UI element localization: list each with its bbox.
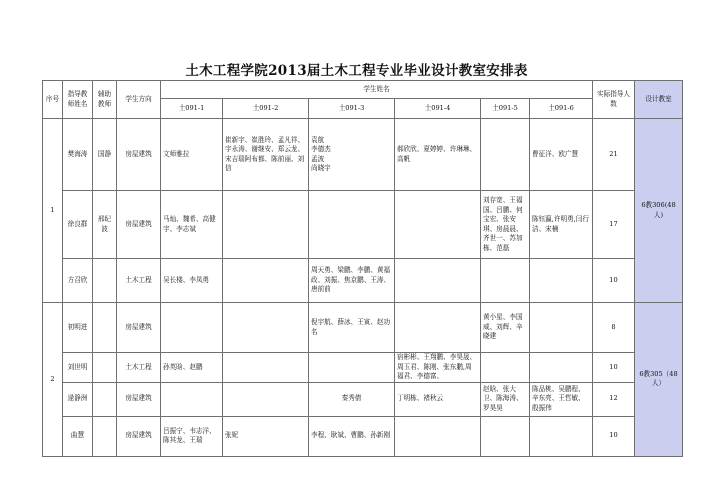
- student-cell: 马灿、魏希、高健宇、李志斌: [161, 191, 223, 259]
- table-row: [43, 303, 683, 353]
- student-cell: 吴长楼、李凤勇: [161, 259, 223, 303]
- student-cell: 吕振宁、韦志洋、陈其龙、王瑞: [161, 416, 223, 456]
- student-cell: 宿彬彬、王翔鹏、李昊晟、周玉君、陈刚、张东鹏,周福君、李德富、: [395, 353, 481, 383]
- count-cell: 10: [593, 259, 635, 303]
- header-class: 土091-1: [161, 99, 223, 119]
- header-seq: 序号: [43, 81, 63, 119]
- advisor-cell: 曲慧: [63, 416, 93, 456]
- student-cell: 袁航 李德杰 孟波 尚晓宇: [309, 119, 395, 191]
- table-row: [43, 191, 683, 259]
- student-cell: 陈品桃、吴鹏程、辛东亮、王哲敏、殷振伟: [530, 382, 593, 416]
- header-students: 学生姓名: [161, 81, 593, 99]
- table-row: [43, 416, 683, 456]
- student-cell: 郝欣欣、夏婷婷、许琳琳、高帆: [395, 119, 481, 191]
- count-cell: 17: [593, 191, 635, 259]
- count-cell: 8: [593, 303, 635, 353]
- advisor-cell: 刘世明: [63, 353, 93, 383]
- student-cell: 张妮: [223, 416, 309, 456]
- assistant-cell: 邢纪波: [93, 191, 117, 259]
- student-cell: [161, 303, 223, 353]
- student-cell: [223, 303, 309, 353]
- student-cell: 丁明栋、褚秋云: [395, 382, 481, 416]
- student-cell: [395, 416, 481, 456]
- assistant-cell: [93, 353, 117, 383]
- page-title: 土木工程学院2013届土木工程专业毕业设计教室安排表: [185, 63, 528, 79]
- direction-cell: 土木工程: [117, 353, 161, 383]
- advisor-cell: 逯静洲: [63, 382, 93, 416]
- header-direction: 学生方向: [117, 81, 161, 119]
- room-cell: 6教305（48人）: [635, 303, 683, 457]
- student-cell: [530, 416, 593, 456]
- student-cell: 曹征洋、欧广慧: [530, 119, 593, 191]
- student-cell: 文师雅拉: [161, 119, 223, 191]
- header-room: 设计教室: [635, 81, 683, 119]
- student-cell: [481, 119, 530, 191]
- direction-cell: 土木工程: [117, 259, 161, 303]
- student-cell: 赵晗、张大卫、陈海涛、罗昊昊: [481, 382, 530, 416]
- student-cell: [530, 303, 593, 353]
- assistant-cell: [93, 303, 117, 353]
- student-cell: [530, 259, 593, 303]
- student-cell: 周天勇、梁鹏、李鹏、黄福政、刘振、焦京鹏、王涛、唐前前: [309, 259, 395, 303]
- student-cell: 倪宇航、薛冰、王寅、赵功名: [309, 303, 395, 353]
- group-seq: 1: [43, 119, 63, 303]
- student-cell: 黄小星、李国威、刘辉、辛晓建: [481, 303, 530, 353]
- student-cell: 陈钰瀛,许明勇,闫行洁、宋楠: [530, 191, 593, 259]
- table-row: [43, 119, 683, 191]
- student-cell: [223, 382, 309, 416]
- header-count: 实际指导人数: [593, 81, 635, 119]
- table-row: [43, 353, 683, 383]
- direction-cell: 房屋建筑: [117, 191, 161, 259]
- table-row: [43, 259, 683, 303]
- student-cell: [309, 353, 395, 383]
- header-advisor: 指导教师姓名: [63, 81, 93, 119]
- header-class: 土091-5: [481, 99, 530, 119]
- student-cell: [395, 191, 481, 259]
- student-cell: [309, 191, 395, 259]
- student-cell: 孙英晗、赵鹏: [161, 353, 223, 383]
- assistant-cell: [93, 382, 117, 416]
- assistant-cell: [93, 416, 117, 456]
- student-cell: [395, 303, 481, 353]
- direction-cell: 房屋建筑: [117, 416, 161, 456]
- count-cell: 21: [593, 119, 635, 191]
- room-cell: 6教306(48人): [635, 119, 683, 303]
- student-cell: [223, 191, 309, 259]
- schedule-table: [42, 80, 683, 457]
- count-cell: 10: [593, 353, 635, 383]
- header-class: 土091-3: [309, 99, 395, 119]
- assistant-cell: [93, 259, 117, 303]
- advisor-cell: 徐良群: [63, 191, 93, 259]
- student-cell: [481, 353, 530, 383]
- table-row: [43, 382, 683, 416]
- advisor-cell: 方召欣: [63, 259, 93, 303]
- advisor-cell: 初明进: [63, 303, 93, 353]
- assistant-cell: 国静: [93, 119, 117, 191]
- direction-cell: 房屋建筑: [117, 119, 161, 191]
- direction-cell: 房屋建筑: [117, 382, 161, 416]
- advisor-cell: 樊海涛: [63, 119, 93, 191]
- student-cell: 刘存宽、王福国、吕鹏、何宝宏、张安琪、房晨晨、齐世一、苏加栋、范磊: [481, 191, 530, 259]
- count-cell: 12: [593, 382, 635, 416]
- student-cell: [161, 382, 223, 416]
- count-cell: 10: [593, 416, 635, 456]
- student-cell: [395, 259, 481, 303]
- student-cell: [530, 353, 593, 383]
- header-assistant: 辅助教师: [93, 81, 117, 119]
- header-class: 土091-6: [530, 99, 593, 119]
- header-class: 土091-4: [395, 99, 481, 119]
- header-class: 土091-2: [223, 99, 309, 119]
- group-seq: 2: [43, 303, 63, 457]
- student-cell: [481, 259, 530, 303]
- student-cell: 崔新宇、崔胜玲、孟凡祥、宇永涛、谢继安、郑云龙、宋吉瑞阿布都、陈前丽、刘信: [223, 119, 309, 191]
- student-cell: [223, 259, 309, 303]
- student-cell: [481, 416, 530, 456]
- student-cell: [223, 353, 309, 383]
- direction-cell: 房屋建筑: [117, 303, 161, 353]
- student-cell: 秦秀倩: [309, 382, 395, 416]
- student-cell: 李程、耿斌、曹鹏、孙新刚: [309, 416, 395, 456]
